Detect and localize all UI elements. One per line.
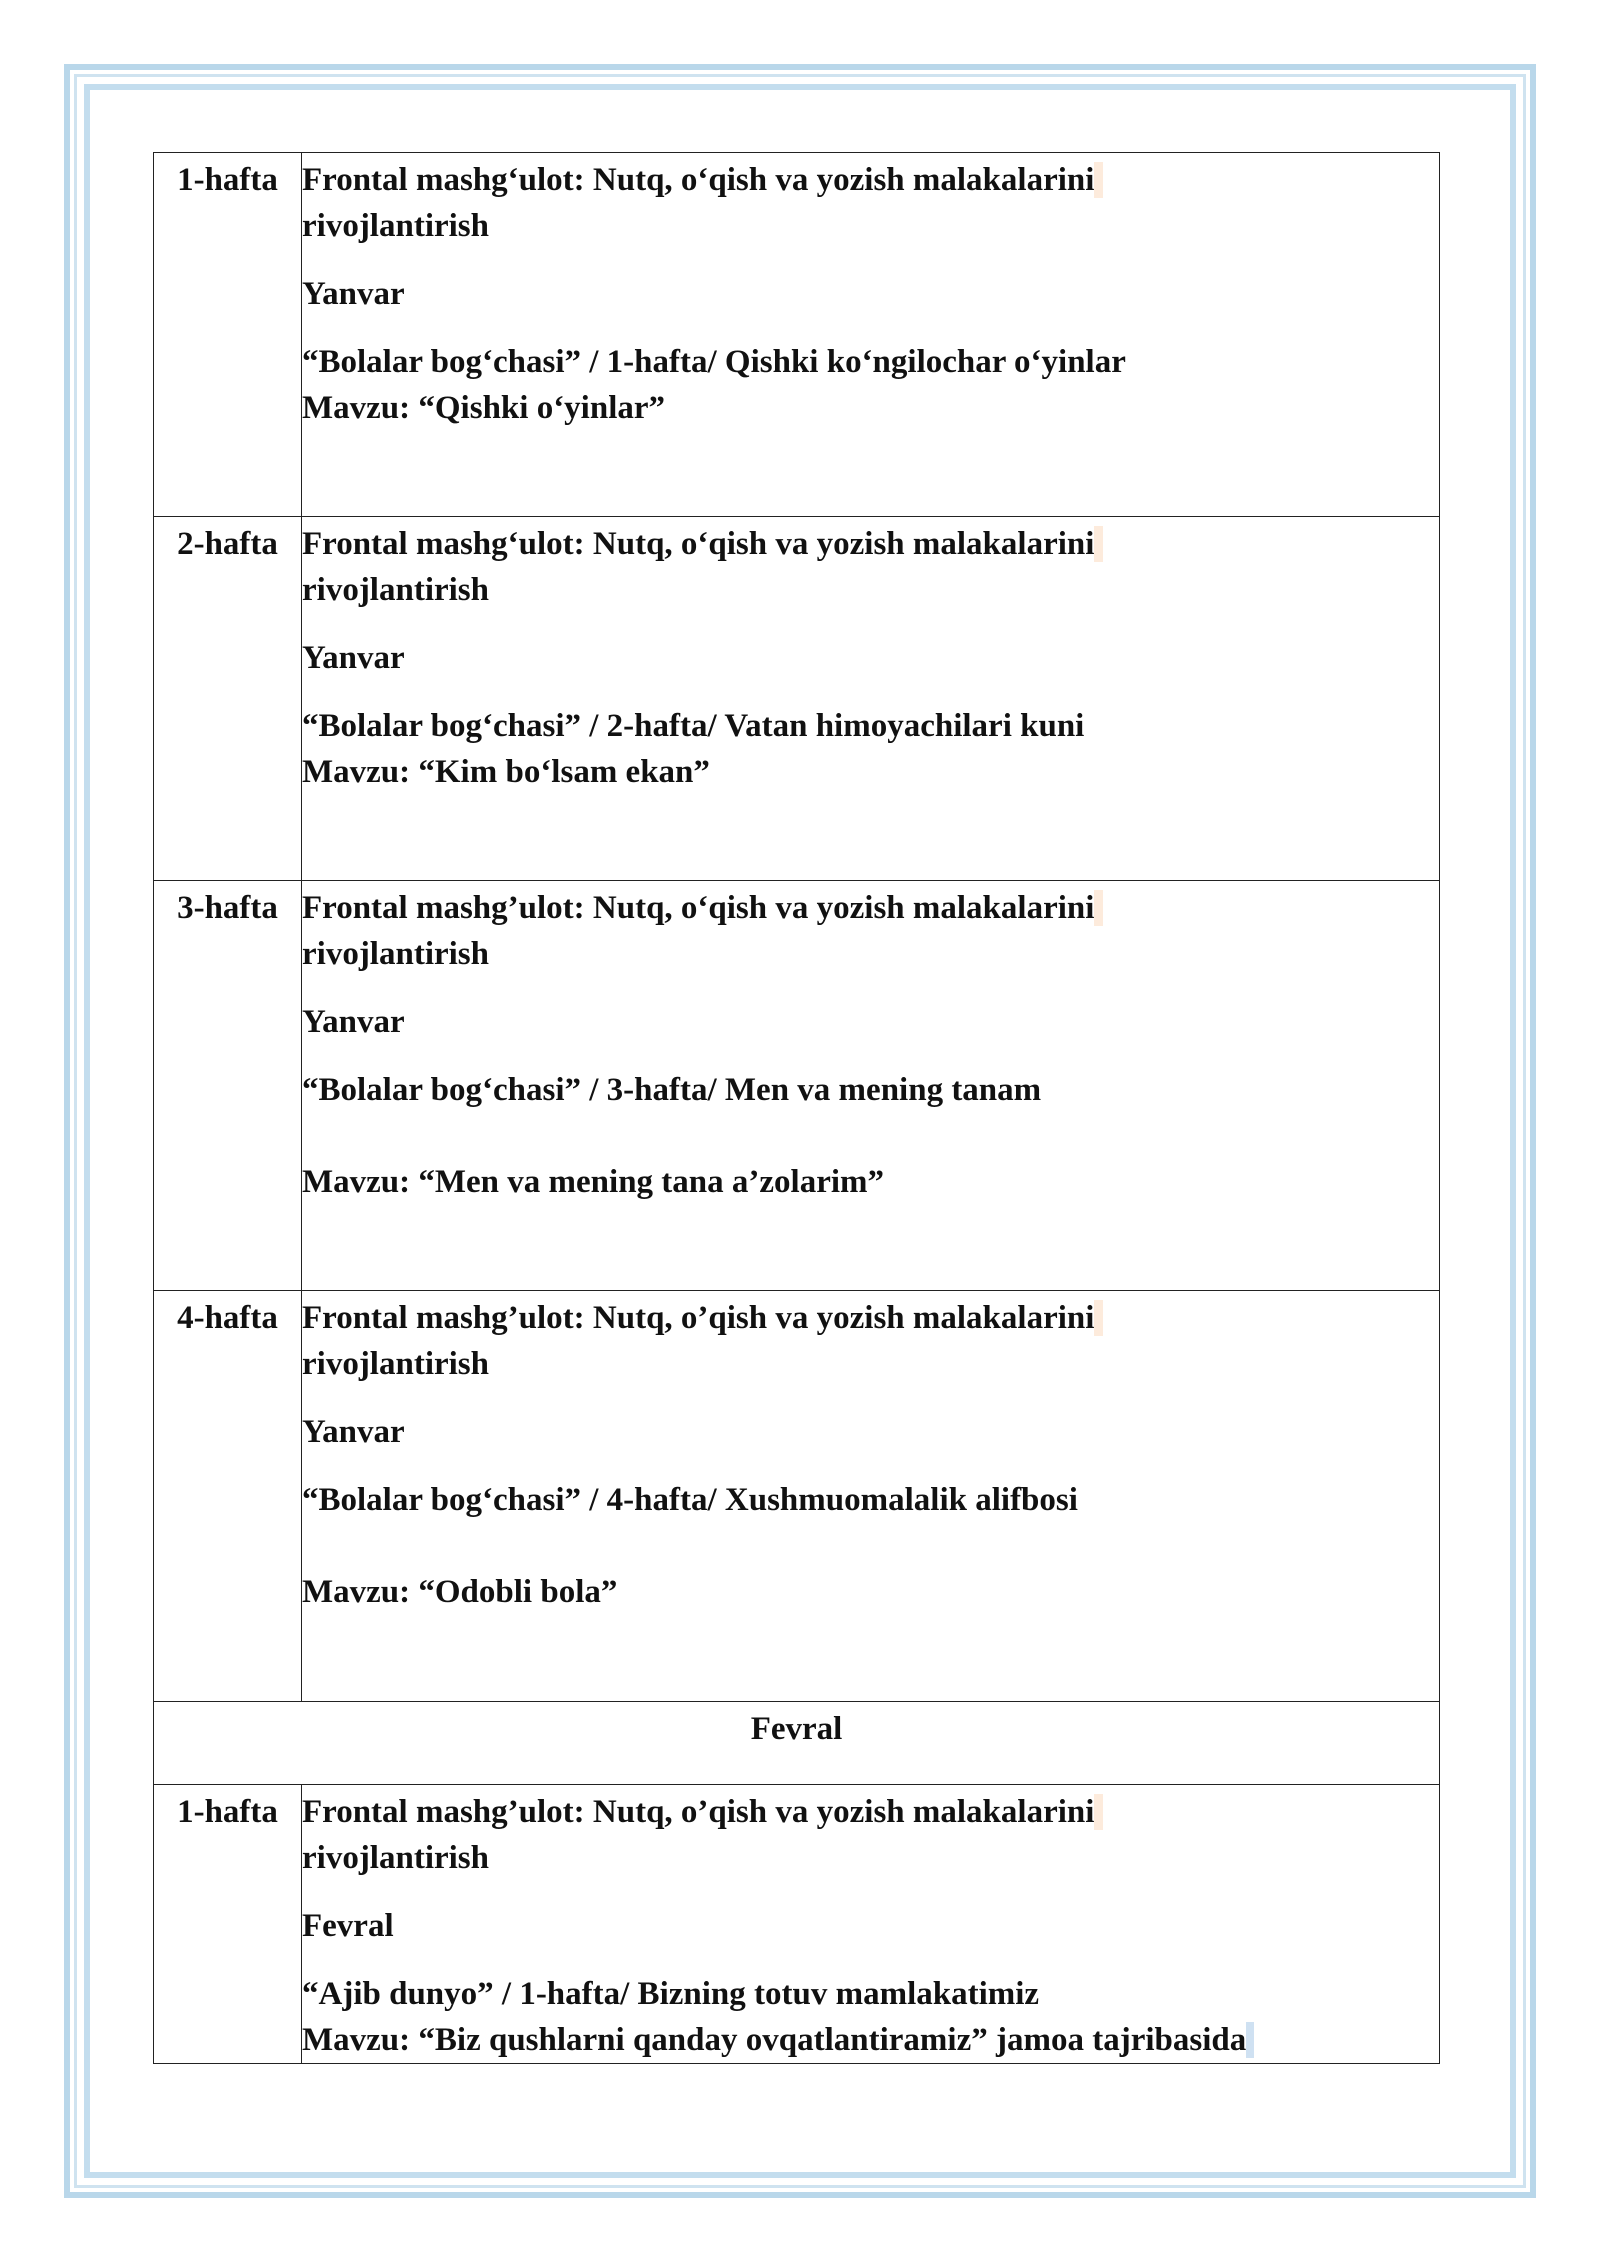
content-cell xyxy=(302,1291,1440,1702)
table-row xyxy=(154,1291,1440,1702)
month-label: Yanvar xyxy=(302,640,405,676)
month-label: Yanvar xyxy=(302,276,405,312)
week-cell xyxy=(154,1785,302,2064)
topic-line: “Bolalar bog‘chasi” / 2-hafta/ Vatan himoyachilari kuni xyxy=(302,708,1085,744)
week-label: 2-hafta xyxy=(177,526,278,562)
lesson-title-cont: rivojlantirish xyxy=(302,572,489,608)
subject-line: Mavzu: “Odobli bola” xyxy=(302,1574,618,1610)
table-row xyxy=(154,1785,1440,2064)
month-header: Fevral xyxy=(750,1711,843,1747)
weekly-plan-table xyxy=(153,152,1440,2064)
lesson-title: Frontal mashg‘ulot: Nutq, o‘qish va yozish malakalarini xyxy=(302,517,1439,567)
subject-line: Mavzu: “Men va mening tana a’zolarim” xyxy=(302,1164,884,1200)
topic-line: “Ajib dunyo” / 1-hafta/ Bizning totuv mamlakatimiz xyxy=(302,1976,1040,2012)
table-row xyxy=(154,153,1440,517)
content-cell xyxy=(302,517,1440,881)
week-label: 4-hafta xyxy=(177,1300,278,1336)
topic-line: “Bolalar bog‘chasi” / 3-hafta/ Men va mening tanam xyxy=(302,1072,1042,1108)
week-label: 1-hafta xyxy=(177,1794,278,1830)
month-label: Yanvar xyxy=(302,1414,405,1450)
lesson-title: Frontal mashg’ulot: Nutq, o’qish va yozish malakalarini xyxy=(302,1785,1439,1835)
week-cell xyxy=(154,517,302,881)
subject-line: Mavzu: “Kim bo‘lsam ekan” xyxy=(302,754,710,790)
week-label: 1-hafta xyxy=(177,162,278,198)
content-cell xyxy=(302,1785,1440,2064)
month-label: Fevral xyxy=(302,1908,394,1944)
lesson-title: Frontal mashg’ulot: Nutq, o‘qish va yozish malakalarini xyxy=(302,881,1439,931)
week-cell xyxy=(154,881,302,1291)
lesson-title: Frontal mashg’ulot: Nutq, o’qish va yozish malakalarini xyxy=(302,1291,1439,1341)
table-row xyxy=(154,517,1440,881)
month-header-row xyxy=(154,1702,1440,1785)
topic-line: “Bolalar bog‘chasi” / 1-hafta/ Qishki ko‘ngilochar o‘yinlar xyxy=(302,344,1126,380)
lesson-title-cont: rivojlantirish xyxy=(302,1840,489,1876)
topic-line: “Bolalar bog‘chasi” / 4-hafta/ Xushmuomalalik alifbosi xyxy=(302,1482,1078,1518)
month-label: Yanvar xyxy=(302,1004,405,1040)
table-row xyxy=(154,881,1440,1291)
content-cell xyxy=(302,881,1440,1291)
lesson-title: Frontal mashg‘ulot: Nutq, o‘qish va yozish malakalarini xyxy=(302,153,1439,203)
lesson-title-cont: rivojlantirish xyxy=(302,208,489,244)
content-cell xyxy=(302,153,1440,517)
subject-line: Mavzu: “Qishki o‘yinlar” xyxy=(302,390,666,426)
week-cell xyxy=(154,153,302,517)
week-cell xyxy=(154,1291,302,1702)
month-header-cell xyxy=(154,1702,1440,1785)
lesson-title-cont: rivojlantirish xyxy=(302,1346,489,1382)
subject-line: Mavzu: “Biz qushlarni qanday ovqatlantiramiz” jamoa tajribasida xyxy=(302,2017,1439,2063)
lesson-title-cont: rivojlantirish xyxy=(302,936,489,972)
week-label: 3-hafta xyxy=(177,890,278,926)
